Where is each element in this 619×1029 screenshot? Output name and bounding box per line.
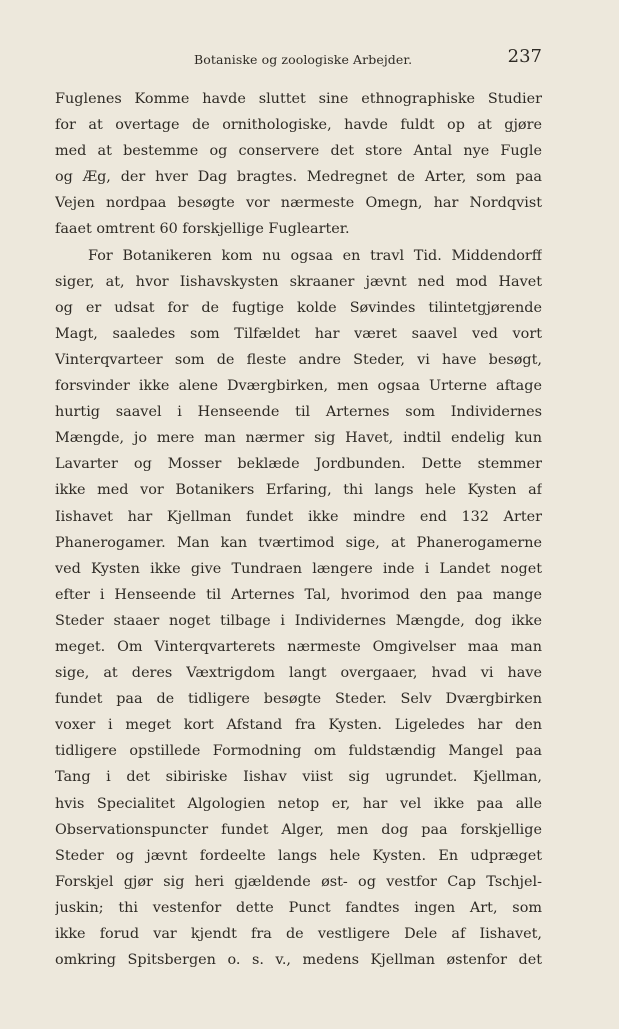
text-line: juskin; thi vestenfor dette Punct fandtes ingen Art, som xyxy=(55,899,542,916)
text-line: fundet paa de tidligere besøgte Steder. Selv Dværgbirken xyxy=(55,691,542,708)
text-line: Iishavet har Kjellman fundet ikke mindre end 132 Arter xyxy=(55,508,542,525)
text-line: siger, at, hvor Iishavskysten skraaner jævnt ned mod Havet xyxy=(55,273,542,290)
text-line: Tang i det sibiriske Iishav viist sig ugrundet. Kjellman, xyxy=(55,769,542,786)
text-line: voxer i meget kort Afstand fra Kysten. Ligeledes har den xyxy=(55,717,542,734)
text-line: Mængde, jo mere man nærmer sig Havet, indtil endelig kun xyxy=(55,430,542,447)
text-line: Vejen nordpaa besøgte vor nærmeste Omegn, har Nordqvist xyxy=(55,195,542,212)
text-line: Lavarter og Mosser beklæde Jordbunden. Dette stemmer xyxy=(55,456,542,473)
text-line: ved Kysten ikke give Tundraen længere inde i Landet noget xyxy=(55,560,542,577)
text-line: Magt, saaledes som Tilfældet har været saavel ved vort xyxy=(55,325,542,342)
text-line: Steder og jævnt fordeelte langs hele Kysten. En udpræget xyxy=(55,847,542,864)
text-line: hvis Specialitet Algologien netop er, har vel ikke paa alle xyxy=(55,795,542,812)
text-line: for at overtage de ornithologiske, havde fuldt op at gjøre xyxy=(55,117,542,134)
body-text xyxy=(55,86,542,973)
text-line: forsvinder ikke alene Dværgbirken, men ogsaa Urterne aftage xyxy=(55,378,542,395)
page-header xyxy=(54,46,542,76)
text-line: hurtig saavel i Henseende til Arternes som Individernes xyxy=(55,404,542,421)
page-number: 237 xyxy=(507,46,542,67)
text-line: Forskjel gjør sig heri gjældende øst- og vestfor Cap Tschjel- xyxy=(55,873,542,890)
text-line: For Botanikeren kom nu ogsaa en travl Tid. Middendorff xyxy=(88,247,542,264)
text-line: meget. Om Vinterqvarterets nærmeste Omgivelser maa man xyxy=(55,638,542,655)
text-line: ikke forud var kjendt fra de vestligere Dele af Iishavet, xyxy=(55,926,542,942)
text-line: tidligere opstillede Formodning om fuldstændig Mangel paa xyxy=(55,743,542,760)
text-line: Fuglenes Komme havde sluttet sine ethnographiske Studier xyxy=(55,91,542,107)
text-line: Vinterqvarteer som de fleste andre Steder, vi have besøgt, xyxy=(55,351,542,368)
running-title: Botaniske og zoologiske Arbejder. xyxy=(194,52,413,67)
text-line: Steder staaer noget tilbage i Individernes Mængde, dog ikke xyxy=(55,612,542,629)
text-line: omkring Spitsbergen o. s. v., medens Kjellman østenfor det xyxy=(55,952,542,969)
text-line: Observationspuncter fundet Alger, men dog paa forskjellige xyxy=(55,821,542,838)
text-line: faaet omtrent 60 forskjellige Fuglearter. xyxy=(55,221,350,238)
text-line: efter i Henseende til Arternes Tal, hvorimod den paa mange xyxy=(55,586,542,603)
text-line: ikke med vor Botanikers Erfaring, thi langs hele Kysten af xyxy=(55,482,542,499)
text-line: sige, at deres Væxtrigdom langt overgaaer, hvad vi have xyxy=(55,665,542,682)
text-line: og er udsat for de fugtige kolde Søvindes tilintetgjørende xyxy=(55,299,542,316)
text-line: og Æg, der hver Dag bragtes. Medregnet de Arter, som paa xyxy=(55,169,542,186)
text-line: med at bestemme og conservere det store Antal nye Fugle xyxy=(55,143,542,160)
text-line: Phanerogamer. Man kan tværtimod sige, at Phanerogamerne xyxy=(55,534,542,551)
